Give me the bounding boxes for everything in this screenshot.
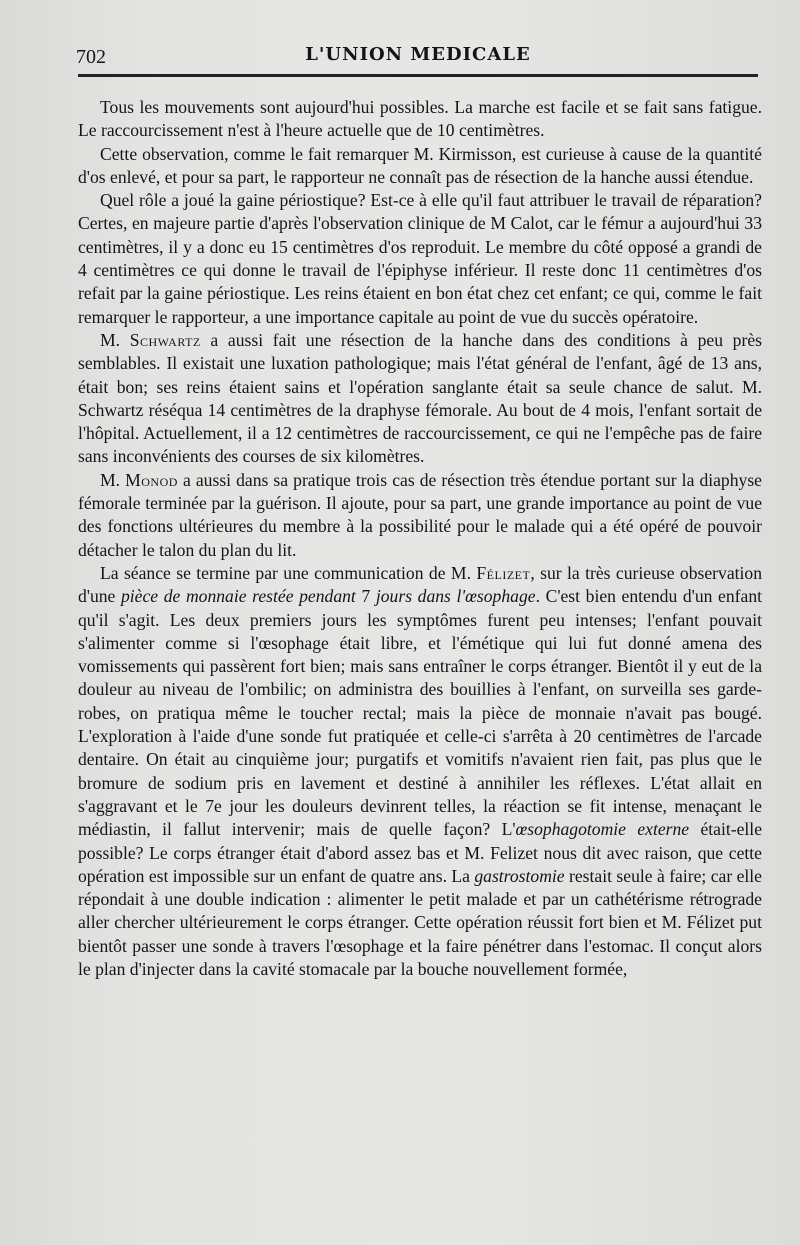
running-head: L'UNION MEDICALE: [305, 44, 531, 65]
text-run: restait seule à faire; car elle répondait à une double indication : alimenter le petit malade et par un cathétérisme rétrograde aller chercher ultérieurement le corps étranger. Cette opération réussit fort bien et M. Félizet put bientôt passer une sonde à travers l'œsophage et la faire pénétrer dans l'estomac. Il conçut alors le plan d'injecter dans la cavité stomacale par la bouche nouvellement formée,: [78, 865, 762, 979]
text-run: a aussi dans sa pratique trois cas de résection très étendue portant sur la diaphyse fémorale terminée par la guérison. Il ajoute, pour sa part, une grande importance au point de vue des fonctions ultérieures du membre à la possibilité pour le malade qui a été opéré de pouvoir détacher le talon du plan du lit.: [78, 469, 762, 560]
paragraph: [78, 189, 762, 329]
text-run: jours dans l'œsophage: [375, 586, 536, 607]
body-text: [78, 96, 762, 981]
paragraph: [78, 143, 762, 190]
text-run: gastrostomie: [474, 865, 565, 886]
paragraph: [78, 469, 762, 562]
text-run: M.: [100, 469, 126, 490]
page-header: [76, 42, 760, 70]
paragraph: [78, 562, 762, 981]
page-number: 702: [76, 46, 106, 68]
text-run: pièce de monnaie restée pendant: [121, 586, 356, 607]
text-run: Félizet: [476, 562, 531, 583]
text-run: Schwartz: [129, 329, 201, 350]
text-run: La séance se termine par une communication de M.: [100, 562, 477, 583]
text-run: œsophagotomie externe: [515, 819, 690, 840]
text-run: Monod: [125, 469, 178, 490]
text-run: Quel rôle a joué la gaine périostique? Est-ce à elle qu'il faut attribuer le travail de réparation? Certes, en majeure partie d'après l'observation clinique de M Calot, car le fémur a aujourd'hui 33 centimètres, il y a donc eu 15 centimètres d'os reproduit. Le membre du côté opposé a grandi de 4 centimètres ce qui donne le travail de l'épiphyse inférieur. Il reste donc 11 centimètres d'os refait par la gaine périostique. Les reins étaient en bon état chez cet enfant; ce qui, comme le fait remarquer le rapporteur, a une importance capitale au point de vue du succès opératoire.: [78, 190, 762, 327]
header-rule: [78, 74, 758, 77]
paragraph: [78, 329, 762, 469]
text-run: a aussi fait une résection de la hanche dans des conditions à peu près semblables. Il existait une luxation pathologique; mais l'état général de l'enfant, âgé de 13 ans, était bon; ses reins étaient sains et l'opération sanglante était sa seule chance de salut. M. Schwartz réséqua 14 centimètres de la draphyse fémorale. Au bout de 4 mois, l'enfant sortait de l'hôpital. Actuellement, il a 12 centimètres de raccourcissement, ce qui ne l'empêche pas de faire sans inconvénients des courses de six kilomètres.: [78, 329, 762, 467]
text-run: Tous les mouvements sont aujourd'hui possibles. La marche est facile et se fait sans fatigue. Le raccourcissement n'est à l'heure actuelle que de 10 centimètres.: [78, 97, 762, 141]
text-run: . C'est bien entendu d'un enfant qu'il s'agit. Les deux premiers jours les symptômes furent peu intenses; l'enfant pouvait s'alimenter comme si l'œsophage était libre, et l'émétique qui lui fut donné amena des vomissements qui passèrent fort bien; mais sans entraîner le corps étranger. Bientôt il y eut de la douleur au niveau de l'ombilic; on administra des bouillies à l'enfant, on surveilla ses garde-robes, on pratiqua même le toucher rectal; mais la pièce de monnaie n'avait pas bougé. L'exploration à l'aide d'une sonde fut pratiquée et celle-ci s'arrêta à 20 centimètres de l'arcade dentaire. On était au cinquième jour; purgatifs et vomitifs n'avaient rien fait, pas plus que le bromure de sodium pris en lavement et destiné à annihiler les réflexes. L'état allait en s'aggravant et le 7e jour les douleurs devinrent telles, la réaction se fit intense, menaçant le médiastin, il fallut intervenir; mais de quelle façon? L': [78, 586, 763, 840]
text-run: 7: [355, 586, 376, 607]
text-run: , sur la très curieuse observation d'une: [78, 562, 762, 607]
paragraph: [78, 96, 762, 143]
text-run: M.: [100, 329, 130, 350]
text-run: était-elle possible? Le corps étranger était d'abord assez bas et M. Felizet nous dit avec raison, que cette opération est impossible sur un enfant de quatre ans. La: [78, 819, 763, 886]
text-run: Cette observation, comme le fait remarquer M. Kirmisson, est curieuse à cause de la quantité d'os enlevé, et pour sa part, le rapporteur ne connaît pas de résection de la hanche aussi étendue.: [78, 143, 762, 187]
